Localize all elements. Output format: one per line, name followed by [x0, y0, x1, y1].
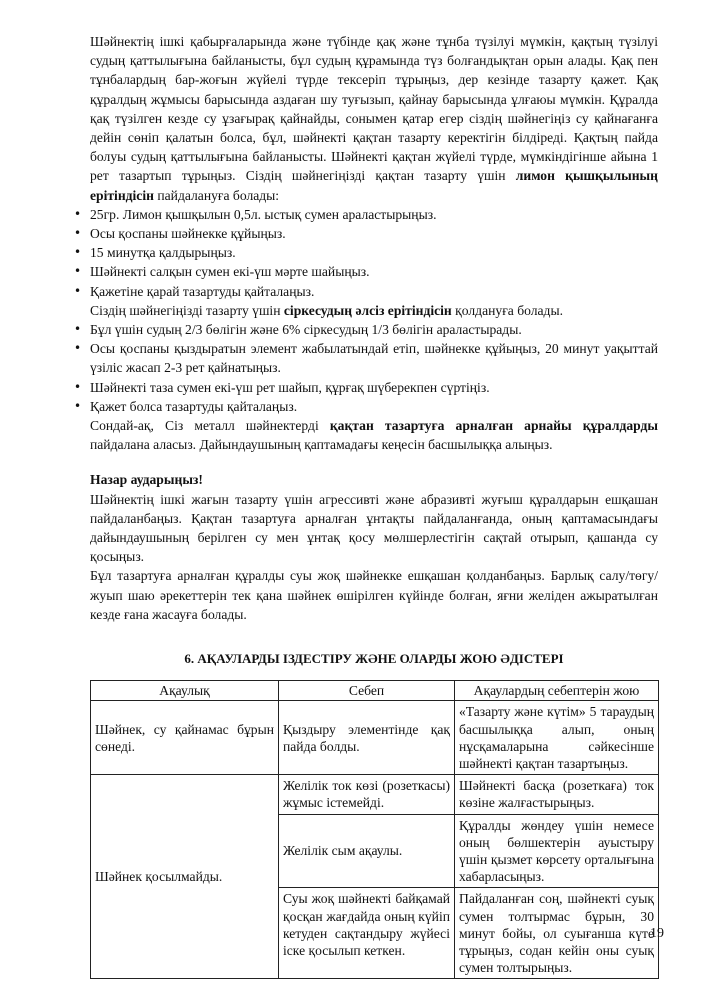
- fix-cell: Құралды жөндеу үшін немесе оның бөлшектерін ауыстыру үшін қызмет көрсету орталығына хабарласыңыз.: [455, 814, 659, 888]
- vinegar-intro-post: қолдануға болады.: [455, 302, 564, 318]
- table-row: [91, 701, 659, 775]
- document-page: [90, 32, 658, 979]
- fault-cell: Шәйнек, су қайнамас бұрын сөнеді.: [91, 701, 279, 775]
- cause-cell: Желілік сым ақаулы.: [279, 814, 455, 888]
- tools-note: [90, 416, 658, 454]
- list-item: • Осы қоспаны шәйнекке құйыңыз.: [72, 224, 658, 243]
- cause-cell: Қыздыру элементінде қақ пайда болды.: [279, 701, 455, 775]
- troubleshooting-table: [90, 680, 659, 979]
- header-fault: Ақаулық: [91, 681, 279, 701]
- table-row: [91, 775, 659, 814]
- list-item: • Қажет болса тазартуды қайталаңыз.: [72, 397, 658, 416]
- warning-paragraph-2: Бұл тазартуға арналған құралды суы жоқ шәйнекке ешқашан қолданбаңыз. Барлық салу/төгу/жуып шаю әрекеттерін тек қана шәйнек өшірілген күйінде болған, яғни желіден ажыратылған кезде ғана жасауға болады.: [90, 568, 658, 622]
- list-item: • Шәйнекті таза сумен екі-үш рет шайып, құрғақ шүберекпен сүртіңіз.: [72, 378, 658, 397]
- list-item: • Осы қоспаны қыздыратын элемент жабылатындай етіп, шәйнекке құйыңыз, 20 минут уақыттай үзіліс жасап 2-3 рет қайнатыңыз.: [72, 339, 658, 377]
- intro-text: Шәйнектің ішкі қабырғаларында және түбінде қақ және тұнба түзілуі мүмкін, қақтың түзілуі судың қаттылығына байланысты, бұл судың құрамында түз болғандықтан орын алады. Қақ пен тұнбалардың бар-жоғын жүйелі түрде тексеріп тұрыңыз, дер кезінде тазарту қажет. Қақ құралдың жұмысы барысында аздаған шу туғызып, қайнау барысында ұлғаюы мүмкін. Құралда қақ түзілген кезде су ұзағырақ қайнайды, сонымен қатар егер сіздің шәйнегіңіз су қайнағанға дейін сөніп қалатын болса, бұл, шәйнекті қақтан тазарту керектігін білдіреді. Қақтың пайда болуы судың қаттылығына байланысты. Шәйнекті қақтан жүйелі түрде, мүмкіндігінше айына 1 рет тазартып тұрыңыз. Сіздің шәйнегіңізді қақтан тазарту үшін: [90, 34, 658, 184]
- cause-cell: Суы жоқ шәйнекті байқамай қосқан жағдайда оның күйіп кетуден сақтандыру жүйесі іске қосылып кеткен.: [279, 888, 455, 979]
- vinegar-intro: [90, 301, 658, 320]
- section-title: 6. АҚАУЛАРДЫ ІЗДЕСТІРУ ЖӘНЕ ОЛАРДЫ ЖОЮ ӘДІСТЕРІ: [184, 651, 564, 667]
- lemon-steps-list: [90, 205, 658, 301]
- list-item: • Қажетіне қарай тазартуды қайталаңыз.: [72, 282, 658, 301]
- list-item: • Бұл үшін судың 2/3 бөлігін және 6% сіркесудың 1/3 бөлігін араластырады.: [72, 320, 658, 339]
- tools-note-pre: Сондай-ақ, Сіз металл шәйнектерді: [90, 418, 319, 434]
- intro-tail: пайдалануға болады:: [157, 187, 280, 203]
- fix-cell: «Тазарту және күтім» 5 тараудың басшылыққа алып, оның нұсқамаларына сәйкесінше шәйнекті қақтан тазартыңыз.: [455, 701, 659, 775]
- tools-note-post: пайдалана аласыз. Дайындаушының қаптамадағы кеңесін басшылыққа алыңыз.: [90, 437, 553, 453]
- warning-title: Назар аударыңыз!: [90, 472, 203, 488]
- warning-paragraph-1: Шәйнектің ішкі жағын тазарту үшін агрессивті және абразивті жуғыш құралдарын ешқашан пайдаланбаңыз. Қақтан тазартуға арналған ұнтақты пайдаланғанда, оның қаптамасындағы дайындаушының берілген су мен ұнтақ қосу мөлшерлестігін сақтай отырып, қашанда су қосыңыз.: [90, 491, 658, 565]
- cause-cell: Желілік ток көзі (розеткасы) жұмыс істемейді.: [279, 775, 455, 814]
- header-cause: Себеп: [279, 681, 455, 701]
- list-item: • 15 минутқа қалдырыңыз.: [72, 243, 658, 262]
- tools-note-bold: қақтан тазартуға арналған арнайы құралдарды: [329, 418, 658, 434]
- list-item: • Шәйнекті салқын сумен екі-үш мәрте шайыңыз.: [72, 262, 658, 281]
- fix-cell: Пайдаланған соң, шәйнекті суық сумен толтырмас бұрын, 30 минут бойы, ол суығанша күте тұрыңыз, содан кейін оны суық сумен толтырыңыз.: [455, 888, 659, 979]
- list-item: • 25гр. Лимон қышқылын 0,5л. ыстық сумен араластырыңыз.: [72, 205, 658, 224]
- vinegar-intro-pre: Сіздің шәйнегіңізді тазарту үшін: [90, 302, 281, 318]
- header-fix: Ақаулардың себептерін жою: [455, 681, 659, 701]
- page-number: 19: [650, 926, 664, 941]
- intro-paragraph: [90, 32, 658, 205]
- vinegar-intro-bold: сіркесудың әлсіз ерітіндісін: [283, 302, 452, 318]
- table-header-row: [91, 681, 659, 701]
- fix-cell: Шәйнекті басқа (розеткаға) ток көзіне жалғастырыңыз.: [455, 775, 659, 814]
- intro-bold: лимон қышқылының ерітіндісін: [90, 168, 658, 203]
- fault-cell: Шәйнек қосылмайды.: [91, 775, 279, 979]
- vinegar-steps-list: [90, 320, 658, 416]
